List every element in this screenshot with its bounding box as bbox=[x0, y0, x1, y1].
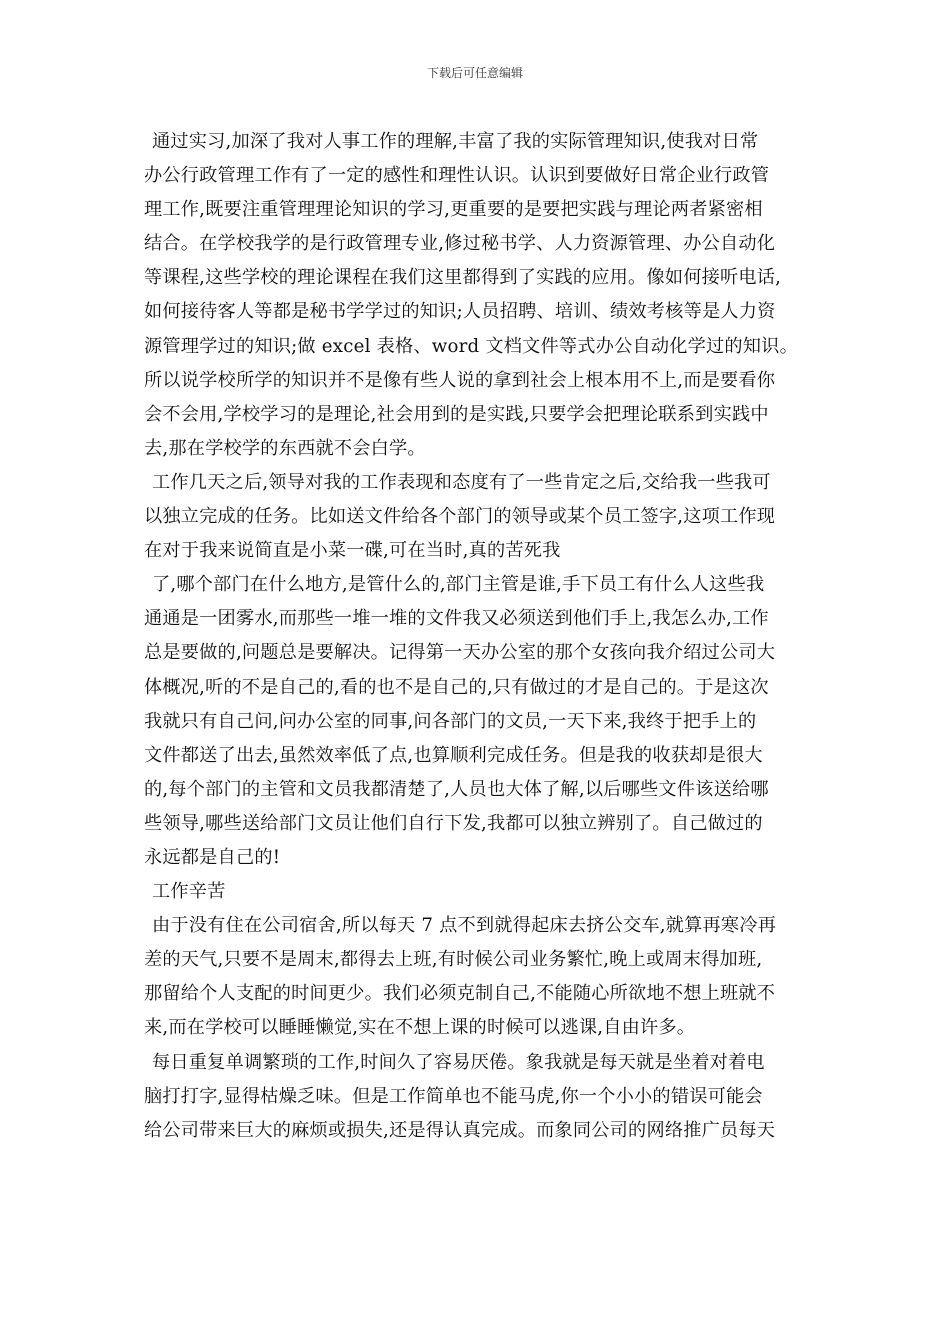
text-line: 等课程,这些学校的理论课程在我们这里都得到了实践的应用。像如何接听电话, bbox=[144, 267, 782, 289]
document-body bbox=[144, 125, 812, 1148]
text-line: 工作几天之后,领导对我的工作表现和态度有了一些肯定之后,交给我一些我可 bbox=[152, 471, 771, 493]
text-line: 通过实习,加深了我对人事工作的理解,丰富了我的实际管理知识,使我对日常 bbox=[152, 131, 759, 152]
page-header: 下载后可任意编辑 bbox=[426, 66, 523, 80]
text-line: 会不会用,学校学习的是理论,社会用到的是实践,只要学会把理论联系到实践中 bbox=[144, 403, 769, 425]
text-line: 源管理学过的知识;做 excel 表格、word 文档文件等式办公自动化学过的知识。 bbox=[144, 335, 798, 357]
text-line: 来,而在学校可以睡睡懒觉,实在不想上课的时候可以逃课,自由许多。 bbox=[144, 1017, 696, 1039]
text-line: 办公行政管理工作有了一定的感性和理性认识。认识到要做好日常企业行政管 bbox=[144, 165, 770, 187]
text-line: 我就只有自己问,问办公室的同事,问各部门的文员,一天下来,我终于把手上的 bbox=[144, 710, 757, 732]
text-line: 文件都送了出去,虽然效率低了点,也算顺利完成任务。但是我的收获却是很大 bbox=[144, 744, 763, 766]
text-line: 结合。在学校我学的是行政管理专业,修过秘书学、人力资源管理、办公自动化 bbox=[144, 233, 776, 255]
text-line: 通通是一团雾水,而那些一堆一堆的文件我又必须送到他们手上,我怎么办,工作 bbox=[144, 608, 769, 630]
text-line: 的,每个部门的主管和文员我都清楚了,人员也大体了解,以后哪些文件该送给哪 bbox=[144, 778, 769, 800]
text-line: 去,那在学校学的东西就不会白学。 bbox=[144, 437, 426, 459]
text-line: 所以说学校所学的知识并不是像有些人说的拿到社会上根本用不上,而是要看你 bbox=[144, 369, 776, 391]
text-line: 工作辛苦 bbox=[152, 881, 226, 903]
text-line: 给公司带来巨大的麻烦或损失,还是得认真完成。而象同公司的网络推广员每天 bbox=[144, 1119, 776, 1141]
text-line: 差的天气,只要不是周末,都得去上班,有时候公司业务繁忙,晚上或周末得加班, bbox=[144, 949, 763, 971]
text-line: 了,哪个部门在什么地方,是管什么的,部门主管是谁,手下员工有什么人这些我 bbox=[152, 574, 765, 596]
text-line: 在对于我来说简直是小菜一碟,可在当时,真的苦死我 bbox=[144, 540, 561, 562]
text-line: 体概况,听的不是自己的,看的也不是自己的,只有做过的才是自己的。于是这次 bbox=[144, 676, 769, 698]
text-line: 由于没有住在公司宿舍,所以每天 7 点不到就得起床去挤公交车,就算再寒冷再 bbox=[152, 915, 777, 937]
text-line: 那留给个人支配的时间更少。我们必须克制自己,不能随心所欲地不想上班就不 bbox=[144, 983, 776, 1005]
text-line: 如何接待客人等都是秘书学学过的知识;人员招聘、培训、绩效考核等是人力资 bbox=[144, 301, 776, 323]
text-line: 永远都是自己的! bbox=[144, 846, 281, 868]
text-line: 每日重复单调繁琐的工作,时间久了容易厌倦。象我就是每天就是坐着对着电 bbox=[152, 1051, 765, 1073]
text-line: 理工作,既要注重管理理论知识的学习,更重要的是要把实践与理论两者紧密相 bbox=[144, 199, 763, 221]
text-line: 脑打打字,显得枯燥乏味。但是工作简单也不能马虎,你一个小小的错误可能会 bbox=[144, 1085, 763, 1107]
text-line: 总是要做的,问题总是要解决。记得第一天办公室的那个女孩向我介绍过公司大 bbox=[144, 642, 776, 664]
text-line: 以独立完成的任务。比如送文件给各个部门的领导或某个员工签字,这项工作现 bbox=[144, 506, 776, 528]
text-line: 些领导,哪些送给部门文员让他们自行下发,我都可以独立辨别了。自己做过的 bbox=[144, 812, 763, 834]
